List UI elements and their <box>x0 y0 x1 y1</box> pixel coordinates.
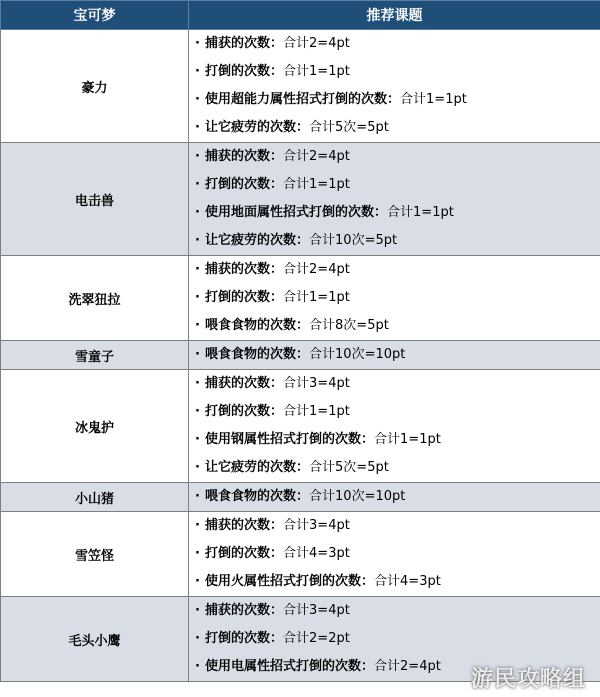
task-item <box>189 625 600 653</box>
task-separator: ： <box>374 205 388 220</box>
task-separator: ： <box>296 233 310 248</box>
task-separator: ： <box>296 489 310 504</box>
task-label: 捕获的次数 <box>205 149 271 164</box>
task-separator: ： <box>270 177 284 192</box>
pokemon-name: 雪童子 <box>1 341 189 370</box>
task-value: 合计2=2pt <box>283 631 350 646</box>
task-value: 合计10次=10pt <box>309 347 406 362</box>
bullet-icon: · <box>195 120 200 135</box>
task-label: 使用电属性招式打倒的次数 <box>205 659 362 674</box>
task-label: 打倒的次数 <box>205 64 271 79</box>
task-value: 合计1=1pt <box>387 205 454 220</box>
bullet-icon: · <box>195 659 200 674</box>
bullet-icon: · <box>195 64 200 79</box>
bullet-icon: · <box>195 376 200 391</box>
task-label: 喂食食物的次数 <box>205 318 297 333</box>
task-item <box>189 171 600 199</box>
bullet-icon: · <box>195 432 200 447</box>
bullet-icon: · <box>195 603 200 618</box>
task-label: 喂食食物的次数 <box>205 489 297 504</box>
table-row <box>1 256 600 341</box>
task-label: 打倒的次数 <box>205 404 271 419</box>
task-label: 捕获的次数 <box>205 603 271 618</box>
task-list <box>189 597 600 682</box>
task-item <box>189 398 600 426</box>
task-separator: ： <box>270 64 284 79</box>
task-item <box>189 114 600 142</box>
task-value: 合计2=4pt <box>374 659 441 674</box>
task-label: 捕获的次数 <box>205 518 271 533</box>
table-row <box>1 341 600 370</box>
bullet-icon: · <box>195 149 200 164</box>
task-list <box>189 341 600 370</box>
task-item <box>189 653 600 681</box>
task-item <box>189 512 600 540</box>
pokemon-name: 洗翠狃拉 <box>1 256 189 341</box>
task-item <box>189 86 600 114</box>
bullet-icon: · <box>195 318 200 333</box>
table-row <box>1 30 600 143</box>
task-label: 捕获的次数 <box>205 262 271 277</box>
header-recommended-tasks: 推荐课题 <box>189 1 600 30</box>
pokemon-name: 豪力 <box>1 30 189 143</box>
bullet-icon: · <box>195 347 200 362</box>
task-item <box>189 454 600 482</box>
task-list <box>189 30 600 143</box>
table-row <box>1 483 600 512</box>
watermark: 游民攻略组 <box>470 667 586 692</box>
bullet-icon: · <box>195 574 200 589</box>
task-separator: ： <box>270 603 284 618</box>
task-value: 合计1=1pt <box>400 92 467 107</box>
pokemon-name: 电击兽 <box>1 143 189 256</box>
bullet-icon: · <box>195 262 200 277</box>
task-separator: ： <box>270 518 284 533</box>
task-separator: ： <box>270 404 284 419</box>
task-separator: ： <box>270 149 284 164</box>
task-label: 使用地面属性招式打倒的次数 <box>205 205 375 220</box>
task-label: 让它疲劳的次数 <box>205 233 297 248</box>
task-item <box>189 284 600 312</box>
table-row <box>1 370 600 483</box>
task-value: 合计5次=5pt <box>309 460 389 475</box>
bullet-icon: · <box>195 546 200 561</box>
task-separator: ： <box>270 631 284 646</box>
task-value: 合计3=4pt <box>283 376 350 391</box>
task-value: 合计4=3pt <box>283 546 350 561</box>
task-value: 合计2=4pt <box>283 262 350 277</box>
task-item <box>189 143 600 171</box>
task-value: 合计2=4pt <box>283 36 350 51</box>
task-item <box>189 483 600 511</box>
task-item <box>189 370 600 398</box>
task-separator: ： <box>361 432 375 447</box>
task-separator: ： <box>361 659 375 674</box>
task-separator: ： <box>296 460 310 475</box>
task-item <box>189 312 600 340</box>
bullet-icon: · <box>195 290 200 305</box>
task-value: 合计10次=10pt <box>309 489 406 504</box>
task-label: 让它疲劳的次数 <box>205 460 297 475</box>
task-value: 合计10次=5pt <box>309 233 398 248</box>
task-label: 打倒的次数 <box>205 290 271 305</box>
pokemon-name: 雪笠怪 <box>1 512 189 597</box>
task-separator: ： <box>296 347 310 362</box>
task-list <box>189 483 600 512</box>
task-label: 使用钢属性招式打倒的次数 <box>205 432 362 447</box>
task-item <box>189 58 600 86</box>
bullet-icon: · <box>195 489 200 504</box>
task-label: 使用火属性招式打倒的次数 <box>205 574 362 589</box>
task-value: 合计1=1pt <box>283 64 350 79</box>
task-value: 合计1=1pt <box>374 432 441 447</box>
task-value: 合计1=1pt <box>283 177 350 192</box>
task-label: 捕获的次数 <box>205 376 271 391</box>
task-item <box>189 568 600 596</box>
task-item <box>189 540 600 568</box>
task-label: 喂食食物的次数 <box>205 347 297 362</box>
task-value: 合计3=4pt <box>283 603 350 618</box>
task-separator: ： <box>270 36 284 51</box>
bullet-icon: · <box>195 404 200 419</box>
task-list <box>189 143 600 256</box>
table-header-row <box>1 1 600 30</box>
task-list <box>189 512 600 597</box>
bullet-icon: · <box>195 177 200 192</box>
task-label: 捕获的次数 <box>205 36 271 51</box>
bullet-icon: · <box>195 36 200 51</box>
task-separator: ： <box>270 376 284 391</box>
task-value: 合计8次=5pt <box>309 318 389 333</box>
bullet-icon: · <box>195 233 200 248</box>
task-list <box>189 370 600 483</box>
task-label: 打倒的次数 <box>205 177 271 192</box>
task-separator: ： <box>270 290 284 305</box>
table-row <box>1 597 600 682</box>
task-separator: ： <box>296 318 310 333</box>
table-row <box>1 143 600 256</box>
bullet-icon: · <box>195 205 200 220</box>
task-separator: ： <box>270 262 284 277</box>
task-value: 合计4=3pt <box>374 574 441 589</box>
table-body <box>1 30 600 682</box>
task-label: 使用超能力属性招式打倒的次数 <box>205 92 388 107</box>
bullet-icon: · <box>195 460 200 475</box>
pokemon-name: 毛头小鹰 <box>1 597 189 682</box>
task-label: 打倒的次数 <box>205 631 271 646</box>
bullet-icon: · <box>195 92 200 107</box>
task-label: 打倒的次数 <box>205 546 271 561</box>
task-value: 合计1=1pt <box>283 404 350 419</box>
header-pokemon: 宝可梦 <box>1 1 189 30</box>
task-value: 合计1=1pt <box>283 290 350 305</box>
task-label: 让它疲劳的次数 <box>205 120 297 135</box>
task-item <box>189 199 600 227</box>
task-value: 合计3=4pt <box>283 518 350 533</box>
task-value: 合计5次=5pt <box>309 120 389 135</box>
table-row <box>1 512 600 597</box>
bullet-icon: · <box>195 518 200 533</box>
task-list <box>189 256 600 341</box>
pokemon-name: 冰鬼护 <box>1 370 189 483</box>
task-separator: ： <box>361 574 375 589</box>
task-separator: ： <box>296 120 310 135</box>
bullet-icon: · <box>195 631 200 646</box>
pokemon-name: 小山猪 <box>1 483 189 512</box>
task-separator: ： <box>387 92 401 107</box>
task-separator: ： <box>270 546 284 561</box>
task-item <box>189 30 600 58</box>
task-item <box>189 597 600 625</box>
task-item <box>189 426 600 454</box>
task-value: 合计2=4pt <box>283 149 350 164</box>
task-item <box>189 227 600 255</box>
task-item <box>189 256 600 284</box>
task-item <box>189 341 600 369</box>
